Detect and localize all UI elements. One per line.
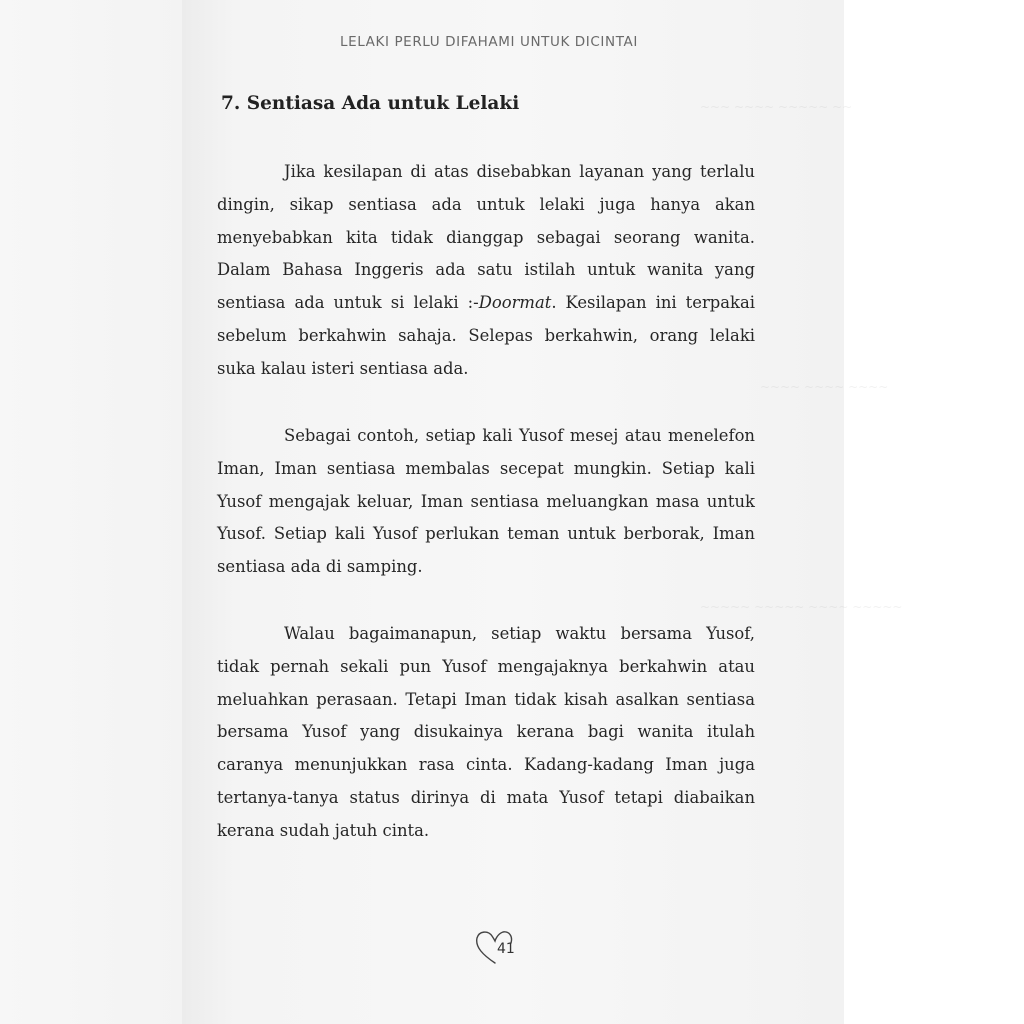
text-line [217, 287, 755, 320]
show-through-text: ~~~~ ~~~~ ~~~~ [760, 380, 889, 394]
emphasis-term: Doormat [478, 293, 552, 313]
paragraph-3 [217, 618, 755, 848]
text-line: Dalam Bahasa Inggeris ada satu istilah untuk wanita yang [217, 260, 755, 280]
text-line: meluahkan perasaan. Tetapi Iman tidak kisah asalkan sentiasa [217, 689, 755, 709]
text-line: kerana sudah jatuh cinta. [217, 820, 430, 840]
text-line: Yusof mengajak keluar, Iman sentiasa meluangkan masa untuk [217, 491, 755, 511]
text-line: sebelum berkahwin sahaja. Selepas berkahwin, orang lelaki [217, 325, 755, 345]
text-line: sentiasa ada di samping. [217, 557, 423, 577]
paragraph-1 [217, 156, 755, 386]
page-number: 41 [497, 941, 515, 957]
text-line: Walau bagaimanapun, setiap waktu bersama Yusof, [284, 624, 755, 643]
text-line: bersama Yusof yang disukainya kerana bagi wanita itulah [217, 722, 755, 742]
right-margin [844, 0, 1024, 1024]
text-line: dingin, sikap sentiasa ada untuk lelaki juga hanya akan [217, 194, 755, 214]
text-line: Iman, Iman sentiasa membalas secepat mungkin. Setiap kali [217, 458, 755, 478]
text-line: menyebabkan kita tidak dianggap sebagai seorang wanita. [217, 227, 755, 247]
text-line: tertanya-tanya status dirinya di mata Yusof tetapi diabaikan [217, 787, 755, 807]
show-through-text: ~~~ ~~~~ ~~~~~ ~~ [700, 100, 853, 114]
running-header: LELAKI PERLU DIFAHAMI UNTUK DICINTAI [340, 34, 638, 50]
text-fragment: sentiasa ada untuk si lelaki :- [217, 293, 479, 313]
page-number-ornament [473, 925, 517, 969]
text-fragment: . Kesilapan ini terpakai [551, 293, 755, 313]
text-line: Sebagai contoh, setiap kali Yusof mesej atau menelefon [284, 426, 755, 445]
text-line: tidak pernah sekali pun Yusof mengajaknya berkahwin atau [217, 656, 755, 676]
paragraph-2 [217, 420, 755, 584]
text-line: Yusof. Setiap kali Yusof perlukan teman untuk berborak, Iman [217, 524, 755, 544]
section-title: 7. Sentiasa Ada untuk Lelaki [221, 93, 520, 114]
text-line: caranya menunjukkan rasa cinta. Kadang-kadang Iman juga [217, 755, 755, 775]
text-line: Jika kesilapan di atas disebabkan layanan yang terlalu [284, 162, 755, 181]
text-line: suka kalau isteri sentiasa ada. [217, 358, 469, 378]
show-through-text: ~~~~~ ~~~~~ ~~~~ ~~~~~ [700, 600, 903, 614]
